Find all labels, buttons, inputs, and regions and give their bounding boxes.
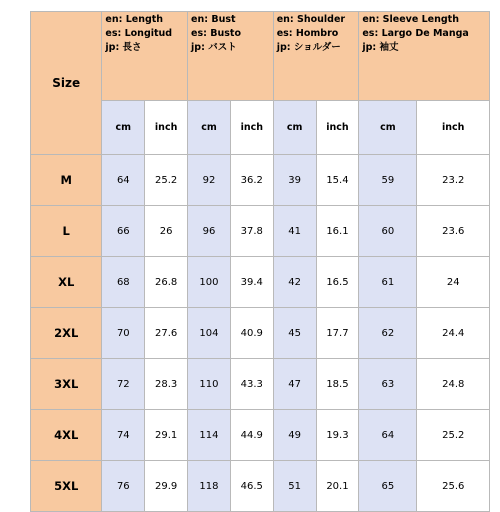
- sleeve-length-header: [359, 12, 490, 101]
- shoulder-inch-value: 18.5: [316, 359, 359, 410]
- size-label: 2XL: [31, 308, 102, 359]
- length-inch-value: 25.2: [145, 155, 188, 206]
- length-cm-value: 76: [102, 461, 145, 512]
- shoulder-inch-value: 20.1: [316, 461, 359, 512]
- bust-inch-value: 43.3: [230, 359, 273, 410]
- bust-label-en: en: Bust: [191, 14, 236, 25]
- measurement-label-row: [31, 12, 490, 101]
- length-cm-value: 72: [102, 359, 145, 410]
- sleeve-inch-value: 23.6: [417, 206, 490, 257]
- shoulder-cm-value: 49: [273, 410, 316, 461]
- length-label-es: es: Longitud: [105, 28, 173, 39]
- shoulder-cm-value: 51: [273, 461, 316, 512]
- bust-inch-value: 37.8: [230, 206, 273, 257]
- shoulder-label-jp: jp: ショルダー: [276, 42, 341, 53]
- shoulder-cm-value: 47: [273, 359, 316, 410]
- length-label-en: en: Length: [105, 14, 164, 25]
- sleeve-inch-value: 24.4: [417, 308, 490, 359]
- length-cm-value: 70: [102, 308, 145, 359]
- size-label: 5XL: [31, 461, 102, 512]
- table-row: [31, 206, 490, 257]
- bust-cm-value: 96: [188, 206, 231, 257]
- shoulder-cm-value: 41: [273, 206, 316, 257]
- bust-inch-unit: inch: [230, 101, 273, 155]
- length-cm-value: 66: [102, 206, 145, 257]
- length-cm-value: 68: [102, 257, 145, 308]
- shoulder-inch-unit: inch: [316, 101, 359, 155]
- bust-cm-value: 92: [188, 155, 231, 206]
- table-row: [31, 257, 490, 308]
- bust-header: [188, 12, 274, 101]
- sleeve-cm-value: 60: [359, 206, 417, 257]
- shoulder-inch-value: 19.3: [316, 410, 359, 461]
- length-label-jp: jp: 長さ: [105, 42, 142, 53]
- bust-cm-value: 110: [188, 359, 231, 410]
- shoulder-inch-value: 16.1: [316, 206, 359, 257]
- size-label: L: [31, 206, 102, 257]
- shoulder-inch-value: 16.5: [316, 257, 359, 308]
- length-inch-unit: inch: [145, 101, 188, 155]
- sleeve-label-en: en: Sleeve Length: [362, 14, 459, 25]
- table-row: [31, 359, 490, 410]
- length-inch-value: 29.9: [145, 461, 188, 512]
- sleeve-cm-value: 63: [359, 359, 417, 410]
- sleeve-cm-value: 59: [359, 155, 417, 206]
- length-inch-value: 26.8: [145, 257, 188, 308]
- size-rows: [31, 155, 490, 512]
- shoulder-inch-value: 17.7: [316, 308, 359, 359]
- shoulder-cm-value: 45: [273, 308, 316, 359]
- table-row: [31, 155, 490, 206]
- length-header: [102, 12, 188, 101]
- length-inch-value: 27.6: [145, 308, 188, 359]
- shoulder-label-en: en: Shoulder: [276, 14, 346, 25]
- sleeve-label-es: es: Largo De Manga: [362, 28, 469, 39]
- length-cm-value: 74: [102, 410, 145, 461]
- sleeve-inch-value: 24.8: [417, 359, 490, 410]
- length-inch-value: 28.3: [145, 359, 188, 410]
- bust-cm-value: 118: [188, 461, 231, 512]
- bust-inch-value: 46.5: [230, 461, 273, 512]
- length-cm-value: 64: [102, 155, 145, 206]
- sleeve-inch-value: 25.6: [417, 461, 490, 512]
- bust-label-jp: jp: バスト: [191, 42, 237, 53]
- shoulder-header: [273, 12, 359, 101]
- size-chart-table: [30, 11, 490, 512]
- shoulder-cm-value: 42: [273, 257, 316, 308]
- length-cm-unit: cm: [102, 101, 145, 155]
- sleeve-inch-unit: inch: [417, 101, 490, 155]
- table-row: [31, 461, 490, 512]
- size-label: XL: [31, 257, 102, 308]
- shoulder-label-es: es: Hombro: [276, 28, 339, 39]
- sleeve-inch-value: 24: [417, 257, 490, 308]
- sleeve-cm-value: 61: [359, 257, 417, 308]
- bust-inch-value: 44.9: [230, 410, 273, 461]
- size-column-header: Size: [31, 12, 102, 155]
- bust-inch-value: 36.2: [230, 155, 273, 206]
- table-row: [31, 308, 490, 359]
- bust-cm-value: 114: [188, 410, 231, 461]
- sleeve-cm-value: 65: [359, 461, 417, 512]
- shoulder-cm-value: 39: [273, 155, 316, 206]
- sleeve-cm-unit: cm: [359, 101, 417, 155]
- bust-cm-value: 100: [188, 257, 231, 308]
- shoulder-cm-unit: cm: [273, 101, 316, 155]
- length-inch-value: 29.1: [145, 410, 188, 461]
- bust-cm-unit: cm: [188, 101, 231, 155]
- sleeve-inch-value: 25.2: [417, 410, 490, 461]
- size-label: M: [31, 155, 102, 206]
- bust-inch-value: 40.9: [230, 308, 273, 359]
- sleeve-inch-value: 23.2: [417, 155, 490, 206]
- size-label: 4XL: [31, 410, 102, 461]
- length-inch-value: 26: [145, 206, 188, 257]
- shoulder-inch-value: 15.4: [316, 155, 359, 206]
- sleeve-label-jp: jp: 袖丈: [362, 42, 399, 53]
- sleeve-cm-value: 64: [359, 410, 417, 461]
- bust-cm-value: 104: [188, 308, 231, 359]
- bust-inch-value: 39.4: [230, 257, 273, 308]
- size-label: 3XL: [31, 359, 102, 410]
- sleeve-cm-value: 62: [359, 308, 417, 359]
- table-row: [31, 410, 490, 461]
- bust-label-es: es: Busto: [191, 28, 241, 39]
